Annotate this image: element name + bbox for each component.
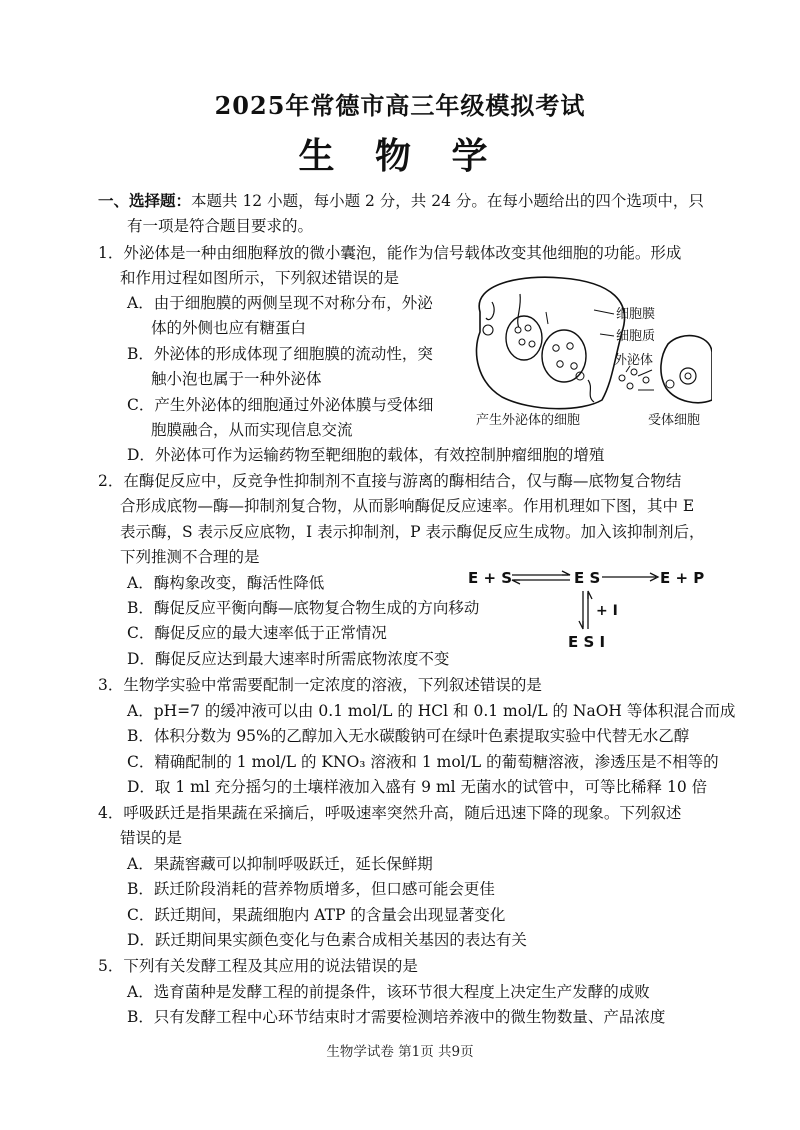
label-pointer xyxy=(594,310,614,314)
q1-option-a-cont: 体的外侧也应有糖蛋白 xyxy=(151,319,307,337)
exosome-diagram xyxy=(462,272,712,432)
q5-option-b: B．只有发酵工程中心环节结束时才需要检测培养液中的微生物数量、产品浓度 xyxy=(127,1008,666,1026)
invagination xyxy=(518,294,521,330)
released-exosome xyxy=(619,375,625,381)
q1-option-b-cont: 触小泡也属于一种外泌体 xyxy=(151,370,322,388)
q2-stem: 2．在酶促反应中，反竞争性抑制剂不直接与游离的酶相结合，仅与酶—底物复合物结 xyxy=(98,472,682,490)
intraluminal-vesicle xyxy=(553,345,559,351)
q1-option-d: D．外泌体可作为运输药物至靶细胞的载体，有效控制肿瘤细胞的增殖 xyxy=(127,446,605,464)
label-e-plus-p: E + P xyxy=(660,569,705,587)
source-cell-outline xyxy=(476,277,624,409)
exam-title: 2025年常德市高三年级模拟考试 xyxy=(214,91,586,120)
label-pointer xyxy=(600,334,614,336)
q4-stem: 4．呼吸跃迁是指果蔬在采摘后，呼吸速率突然升高，随后迅速下降的现象。下列叙述 xyxy=(98,804,682,822)
recipient-cell-outline xyxy=(661,336,712,403)
budding-vesicle xyxy=(486,302,494,320)
intraluminal-vesicle xyxy=(529,341,535,347)
subject-title: 生 物 学 xyxy=(298,135,502,177)
q4-option-b: B．跃迁阶段消耗的营养物质增多，但口感可能会更佳 xyxy=(127,880,495,898)
q4-option-d: D．跃迁期间果实颜色变化与色素合成相关基因的表达有关 xyxy=(127,931,527,949)
released-exosome xyxy=(627,383,633,389)
label-exosome: 外泌体 xyxy=(614,353,654,368)
membrane-fusion xyxy=(588,380,594,402)
q2-option-d: D．酶促反应达到最大速率时所需底物浓度不变 xyxy=(127,650,450,668)
intraluminal-vesicle xyxy=(571,363,577,369)
q2-stem-cont2: 表示酶，S 表示反应底物，I 表示抑制剂，P 表示酶促反应生成物。加入该抑制剂后， xyxy=(120,523,705,541)
q3-option-c: C．精确配制的 1 mol/L 的 KNO₃ 溶液和 1 mol/L 的葡萄糖溶液，渗透压是不相等的 xyxy=(127,753,719,771)
intraluminal-vesicle xyxy=(525,325,531,331)
inhibitor-release-arrowhead xyxy=(588,591,592,599)
q2-stem-cont3: 下列推测不合理的是 xyxy=(120,548,260,566)
arrow xyxy=(546,312,548,324)
label-recipient-cell: 受体细胞 xyxy=(648,413,701,428)
q3-option-b: B．体积分数为 95%的乙醇加入无水碳酸钠可在绿叶色素提取实验中代替无水乙醇 xyxy=(127,727,690,745)
intraluminal-vesicle xyxy=(519,339,525,345)
q4-option-a: A．果蔬窖藏可以抑制呼吸跃迁，延长保鲜期 xyxy=(127,855,433,873)
q3-option-a: A．pH=7 的缓冲液可以由 0.1 mol/L 的 HCl 和 0.1 mol/L 的 NaOH 等体积混合而成 xyxy=(127,702,736,720)
q3-stem: 3．生物学实验中常需要配制一定浓度的溶液，下列叙述错误的是 xyxy=(98,676,542,694)
label-source-cell: 产生外泌体的细胞 xyxy=(476,413,581,428)
released-exosome xyxy=(631,369,637,375)
intraluminal-vesicle xyxy=(567,343,573,349)
label-es: E S xyxy=(574,569,601,587)
intraluminal-vesicle xyxy=(557,361,563,367)
released-exosome xyxy=(643,377,649,383)
q1-option-a: A．由于细胞膜的两侧呈现不对称分布，外泌 xyxy=(127,294,433,312)
docking-exosome xyxy=(666,380,674,388)
label-e-plus-s: E + S xyxy=(468,569,513,587)
q5-option-a: A．选育菌种是发酵工程的前提条件，该环节很大程度上决定生产发酵的成败 xyxy=(127,983,650,1001)
enzyme-reaction-scheme xyxy=(462,565,712,655)
label-cell-membrane: 细胞膜 xyxy=(616,307,656,322)
section-instructions-cont: 有一项是符合题目要求的。 xyxy=(127,217,314,235)
label-plus-i: + I xyxy=(596,603,618,619)
q2-option-b: B．酶促反应平衡向酶—底物复合物生成的方向移动 xyxy=(127,599,480,617)
q4-stem-cont: 错误的是 xyxy=(120,829,183,847)
q1-option-c-cont: 胞膜融合，从而实现信息交流 xyxy=(151,421,353,439)
q2-stem-cont1: 合形成底物—酶—抑制剂复合物，从而影响酶促反应速率。作用机理如下图，其中 E xyxy=(120,497,695,515)
section-heading: 一、选择题： xyxy=(98,191,192,210)
q2-option-a: A．酶构象改变，酶活性降低 xyxy=(127,574,325,592)
q1-stem: 1．外泌体是一种由细胞释放的微小囊泡，能作为信号载体改变其他细胞的功能。形成 xyxy=(98,244,682,262)
q2-option-c: C．酶促反应的最大速率低于正常情况 xyxy=(127,624,387,642)
q1-option-c: C．产生外泌体的细胞通过外泌体膜与受体细 xyxy=(127,396,434,414)
reverse-arrowhead xyxy=(512,580,520,584)
multivesicular-body-large xyxy=(542,330,586,382)
section-heading-line xyxy=(98,190,704,212)
q3-option-d: D．取 1 ml 充分摇匀的土壤样液加入盛有 9 ml 无菌水的试管中，可等比稀释 10 倍 xyxy=(127,778,708,796)
internalized-exosome xyxy=(685,373,691,379)
q5-stem: 5．下列有关发酵工程及其应用的说法错误的是 xyxy=(98,957,418,975)
q4-option-c: C．跃迁期间，果蔬细胞内 ATP 的含量会出现显著变化 xyxy=(127,906,506,924)
section-instructions: 本题共 12 小题，每小题 2 分，共 24 分。在每小题给出的四个选项中，只 xyxy=(191,192,704,210)
arrow xyxy=(638,370,652,376)
label-cytoplasm: 细胞质 xyxy=(616,329,656,344)
label-esi: E S I xyxy=(568,633,606,651)
q1-stem-cont: 和作用过程如图所示，下列叙述错误的是 xyxy=(120,269,400,287)
q1-option-b: B．外泌体的形成体现了细胞膜的流动性，突 xyxy=(127,345,433,363)
page-footer: 生物学试卷 第1页 共9页 xyxy=(326,1044,474,1060)
multivesicular-body xyxy=(506,316,542,360)
vesicle xyxy=(483,325,493,335)
forward-arrowhead xyxy=(562,571,570,575)
intraluminal-vesicle xyxy=(515,327,521,333)
inhibitor-bind-arrowhead xyxy=(579,621,583,629)
